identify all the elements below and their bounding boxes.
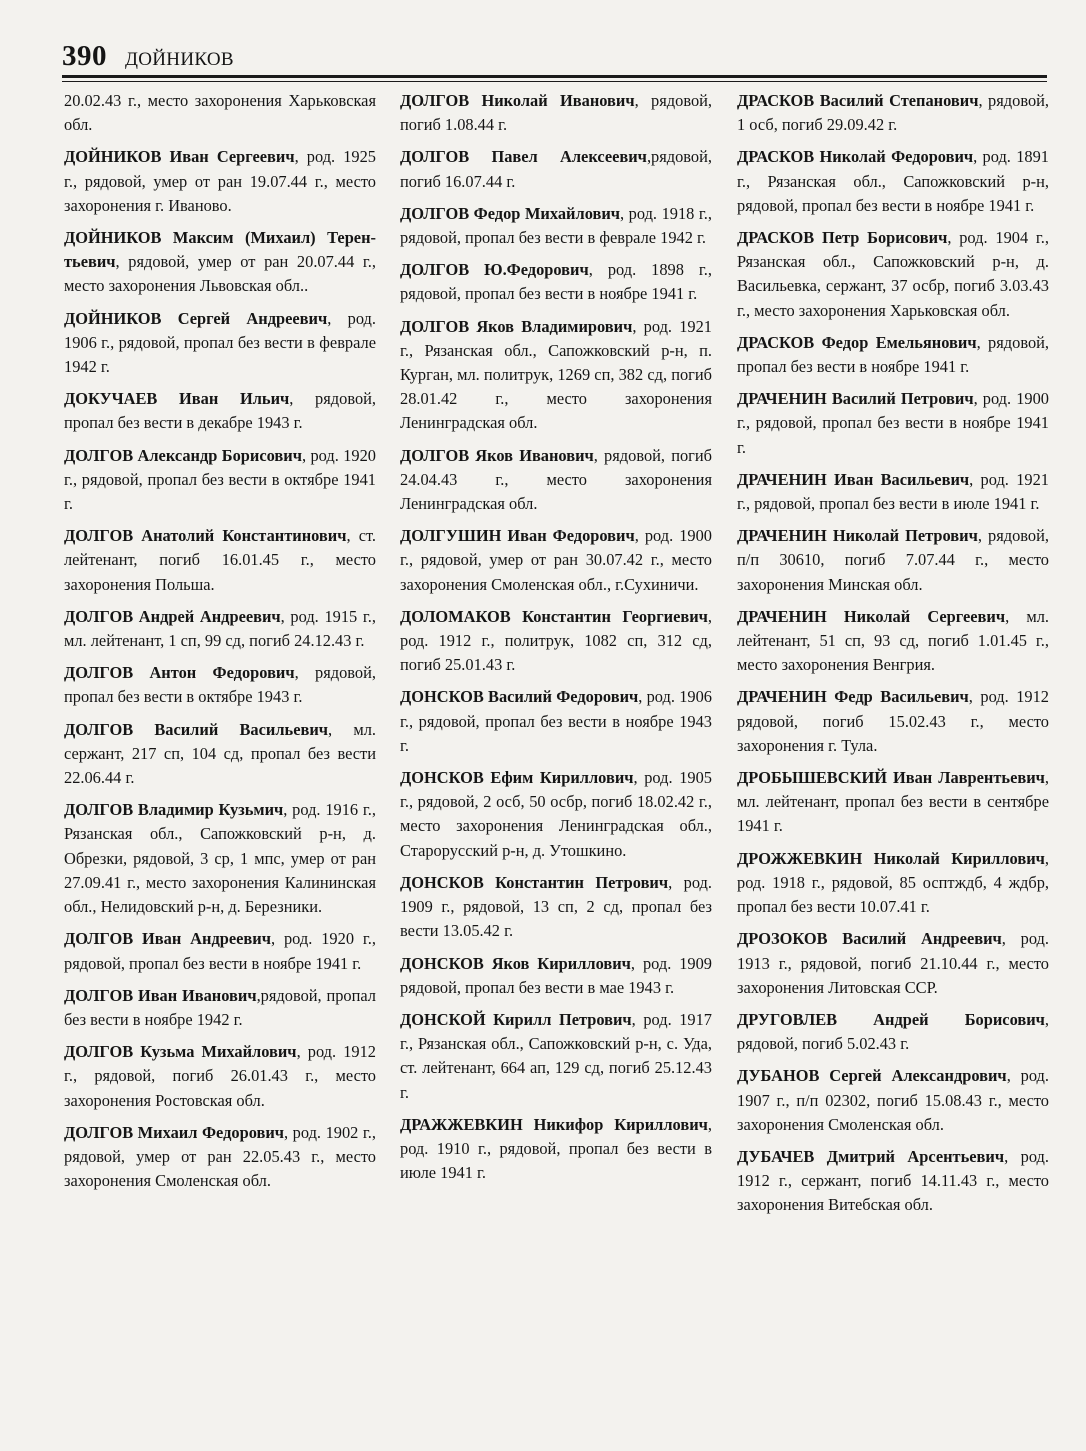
entry-text: , род. 1904 г., Рязанская обл., Сапожковский р-н, д. Васильевка, сержант, 37 осбр, погиб 3.03.43 г., место захоронения Харьковская обл. [737, 228, 1049, 320]
entry-name: ДРАЧЕНИН Николай Петрович [737, 526, 978, 546]
entry-text: , рядовой, пропал без вести в декабре 1943 г. [64, 389, 377, 433]
entry-name: ДОЛГОВ Василий Васильевич [64, 719, 329, 739]
entry [737, 524, 1049, 597]
entry [400, 685, 712, 758]
entry-name: ДОЛГОВ Павел Алексеевич [400, 147, 647, 167]
entry [64, 661, 376, 709]
entry-text: , ст. лейтенант, погиб 16.01.45 г., место захоронения Польша. [64, 526, 376, 594]
entry-text: , род. 1918 г., рядовой, 85 осптждб, 4 ждбр, пропал без вести 10.07.41 г. [737, 848, 1049, 917]
entry-name: ДРАСКОВ Петр Борисович [737, 228, 948, 248]
entry [400, 605, 712, 678]
entry [64, 444, 376, 517]
entry-text: 20.02.43 г., место захоронения Харьковская обл. [64, 91, 376, 135]
entry-name: ДОЛГОВ Антон Федорович [64, 663, 295, 683]
entry-text: , род. 1918 г., рядовой, пропал без вести в феврале 1942 г. [400, 203, 712, 248]
entry-name: ДОЛГУШИН Иван Федорович [400, 526, 635, 546]
entry-text: , род. 1909 г., рядовой, 13 сп, 2 сд, пропал без вести 13.05.42 г. [400, 872, 712, 941]
entry [737, 1145, 1049, 1218]
column-1 [64, 89, 376, 1201]
entry [737, 847, 1049, 920]
entry-text: , рядовой, погиб 1.08.44 г. [400, 91, 713, 135]
entry-text: , род. 1912 г., политрук, 1082 сп, 312 сд, погиб 25.01.43 г. [400, 606, 712, 675]
column-3 [737, 89, 1049, 1226]
entry-text: , род. 1906 г., рядовой, пропал без вести в феврале 1942 г. [64, 308, 376, 377]
entry-text: , род. 1906 г., рядовой, пропал без вести в ноябре 1943 г. [400, 687, 712, 755]
header-rule-thin [62, 81, 1047, 82]
entry [400, 145, 712, 193]
entry-text: , рядовой, погиб 5.02.43 г. [737, 1009, 1049, 1054]
entry-text: , род. 1921 г., Рязанская обл., Сапожковский р-н, п. Курган, мл. политрук, 1269 сп, 382 сд, погиб 28.01.42 г., место захоронения Ленинградская обл. [400, 316, 712, 433]
entry [64, 524, 376, 597]
entry-name: ДОЛОМАКОВ Константин Георгиевич [400, 606, 708, 626]
entry-name: ДУБАЧЕВ Дмитрий Арсентьевич [737, 1146, 1005, 1166]
entry-name: ДОНСКОВ Константин Петрович [400, 872, 669, 892]
entry [737, 605, 1049, 678]
entry [400, 258, 712, 306]
entry [400, 952, 712, 1000]
entry-text: , рядовой, пропал без вести в ноябре 1941 г. [737, 332, 1050, 377]
entry [400, 871, 712, 944]
entry-text: , мл. лейтенант, 51 сп, 93 сд, погиб 1.01.45 г., место захоронения Венгрия. [737, 606, 1049, 675]
entry-name: ДОЛГОВ Анатолий Константинович [64, 526, 347, 546]
entry-name: ДОЛГОВ Андрей Андреевич [64, 606, 281, 626]
column-2 [400, 89, 712, 1193]
entry-name: ДОЛГОВ Иван Иванович [64, 985, 257, 1005]
entry-name: ДОЙНИКОВ Иван Сергеевич [64, 147, 295, 167]
entry-name: ДОЛГОВ Кузьма Михайлович [64, 1042, 297, 1062]
entry-name: ДОНСКОВ Ефим Кириллович [400, 768, 634, 788]
entry-text: , род. 1915 г., мл. лейтенант, 1 сп, 99 сд, погиб 24.12.43 г. [64, 606, 376, 651]
entry [64, 145, 376, 218]
entry-name: ДУБАНОВ Сергей Александрович [737, 1066, 1007, 1086]
entry [400, 444, 712, 517]
entry [64, 718, 376, 791]
entry-name: ДОЛГОВ Ю.Федорович [400, 260, 589, 280]
entry [737, 331, 1049, 379]
page-number: 390 [62, 40, 107, 72]
entry [400, 766, 712, 863]
entry [737, 927, 1049, 1000]
entry-text: , род. 1920 г., рядовой, пропал без вести в октябре 1941 г. [64, 445, 376, 514]
entry [737, 468, 1049, 516]
entry-name: ДОЛГОВ Яков Иванович [400, 445, 594, 465]
running-head: ДОЙНИКОВ [125, 49, 234, 70]
entry-name: ДРАСКОВ Николай Федорович [737, 147, 974, 167]
entry-text: , рядовой, умер от ран 20.07.44 г., место захоронения Львовская обл.. [64, 252, 376, 296]
entry-name: ДОЛГОВ Иван Андреевич [64, 929, 271, 949]
entry-text: , род. 1921 г., рядовой, пропал без вести в июле 1941 г. [737, 469, 1049, 514]
entry-text: , рядовой, 1 осб, погиб 29.09.42 г. [737, 91, 1050, 135]
entry-name: ДРАЧЕНИН Василий Петрович [737, 389, 974, 409]
entry-name: ДОНСКОЙ Кирилл Петрович [400, 1009, 632, 1029]
entry [737, 1064, 1049, 1137]
entry-text: , род. 1910 г., рядовой, пропал без вести в июле 1941 г. [400, 1114, 712, 1183]
entry [64, 1121, 376, 1194]
entry-text: , рядовой, п/п 30610, погиб 7.07.44 г., место захоронения Минская обл. [737, 526, 1049, 594]
entry [737, 685, 1049, 758]
entry-text: , род. 1891 г., Рязанская обл., Сапожковский р-н, рядовой, пропал без вести в ноябре 1941 г. [737, 147, 1049, 215]
entry-name: ДОЛГОВ Яков Владимирович [400, 316, 633, 336]
entry [64, 927, 376, 975]
entry-name: ДРОБЫШЕВСКИЙ Иван Лаврентьевич [737, 768, 1045, 788]
entry-continued [64, 89, 376, 137]
entry-text: , род. 1898 г., рядовой, пропал без вести в ноябре 1941 г. [400, 260, 712, 304]
entry [737, 766, 1049, 839]
entry-name: ДРАЧЕНИН Иван Васильевич [737, 469, 970, 489]
entry-text: , род. 1925 г., рядовой, умер от ран 19.07.44 г., место захоронения г. Иваново. [64, 147, 376, 215]
entry-text: , мл. сержант, 217 сп, 104 сд, пропал без вести 22.06.44 г. [64, 719, 376, 788]
entry-text: , род. 1912 г., рядовой, погиб 26.01.43 г., место захоронения Ростовская обл. [64, 1042, 376, 1110]
entry [64, 1040, 376, 1113]
entry-text: , род. 1913 г., рядовой, погиб 21.10.44 г., место захоронения Литовская ССР. [737, 929, 1049, 997]
entry [400, 315, 712, 436]
entry-text: , род. 1916 г., Рязанская обл., Сапожковский р-н, д. Обрезки, рядовой, 3 ср, 1 мпс, умер от ран 27.09.41 г., место захоронения Калининская обл., Нелидовский р-н, д. Березники. [64, 800, 376, 917]
entry [400, 524, 712, 597]
header-rule [62, 75, 1047, 78]
entry [737, 226, 1049, 323]
entry [400, 1113, 712, 1186]
entry-text: , род. 1917 г., Рязанская обл., Сапожковский р-н, с. Уда, ст. лейтенант, 664 ап, 129 сд, погиб 25.12.43 г. [400, 1009, 712, 1102]
entry [737, 145, 1049, 218]
entry-text: , род. 1907 г., п/п 02302, погиб 15.08.43 г., место захоронения Смоленская обл. [737, 1066, 1049, 1134]
entry-name: ДОЛГОВ Александр Борисович [64, 445, 302, 465]
entry-name: ДРАСКОВ Федор Емельянович [737, 332, 977, 352]
entry [737, 89, 1049, 137]
entry-text: , род. 1900 г., рядовой, пропал без вести в ноябре 1941 г. [737, 389, 1049, 457]
page-header [62, 40, 1047, 76]
entry-name: ДОЛГОВ Николай Иванович [400, 91, 635, 110]
entry-name: ДРУГОВЛЕВ Андрей Борисович [737, 1009, 1045, 1029]
entry-text: ,рядовой, пропал без вести в ноябре 1942 г. [64, 985, 376, 1029]
entry-text: , род. 1905 г., рядовой, 2 осб, 50 осбр, погиб 18.02.42 г., место захоронения Ленинградская обл., Старорусский р-н, д. Утошкино. [400, 768, 712, 860]
entry-name: ДРОЗОКОВ Василий Андреевич [737, 929, 1002, 949]
entry [400, 202, 712, 250]
entry-name: ДОЛГОВ Федор Михайлович [400, 203, 621, 223]
entry-name: ДОКУЧАЕВ Иван Ильич [64, 389, 290, 409]
entry-name: ДОЙНИКОВ Максим (Михаил) Терентьевич [64, 228, 376, 272]
entry-text: , род. 1912 рядовой, погиб 15.02.43 г., место захоронения г. Тула. [737, 687, 1049, 755]
entry [64, 798, 376, 919]
entry [64, 984, 376, 1032]
entry-text: , рядовой, погиб 24.04.43 г., место захоронения Ленинградская обл. [400, 445, 712, 514]
entry-text: , род. 1909 рядовой, пропал без вести в мае 1943 г. [400, 953, 712, 997]
entry-name: ДОНСКОВ Яков Кириллович [400, 953, 631, 973]
entry-text: , мл. лейтенант, пропал без вести в сентябре 1941 г. [737, 768, 1049, 836]
entry-text: , род. 1912 г., сержант, погиб 14.11.43 г., место захоронения Витебская обл. [737, 1146, 1049, 1215]
entry-name: ДОЙНИКОВ Сергей Андреевич [64, 308, 328, 328]
entry [64, 226, 376, 299]
entry [64, 307, 376, 380]
entry-name: ДРАЖЖЕВКИН Никифор Кириллович [400, 1114, 708, 1134]
entry-text: , род. 1920 г., рядовой, пропал без вести в ноябре 1941 г. [64, 929, 376, 973]
entry [400, 89, 712, 137]
entry-name: ДРАСКОВ Василий Степанович [737, 91, 979, 110]
entry [64, 387, 376, 435]
entry [737, 1008, 1049, 1056]
entry-name: ДОЛГОВ Михаил Федорович [64, 1122, 285, 1142]
entry-text: , род. 1900 г., рядовой, умер от ран 30.07.42 г., место захоронения Смоленская обл., г.Сухиничи. [400, 526, 712, 594]
entry-text: ,рядовой, погиб 16.07.44 г. [400, 147, 712, 191]
entry-name: ДРОЖЖЕВКИН Николай Кириллович [737, 848, 1045, 868]
entry [64, 605, 376, 653]
entry [737, 387, 1049, 460]
entry-name: ДОЛГОВ Владимир Кузьмич [64, 800, 284, 820]
entry-name: ДРАЧЕНИН Федр Васильевич [737, 687, 969, 707]
entry [400, 1008, 712, 1105]
entry-text: , рядовой, пропал без вести в октябре 1943 г. [64, 663, 376, 707]
entry-name: ДРАЧЕНИН Николай Сергеевич [737, 606, 1006, 626]
entry-text: , род. 1902 г., рядовой, умер от ран 22.05.43 г., место захоронения Смоленская обл. [64, 1122, 376, 1191]
entry-name: ДОНСКОВ Василий Федорович [400, 687, 639, 707]
